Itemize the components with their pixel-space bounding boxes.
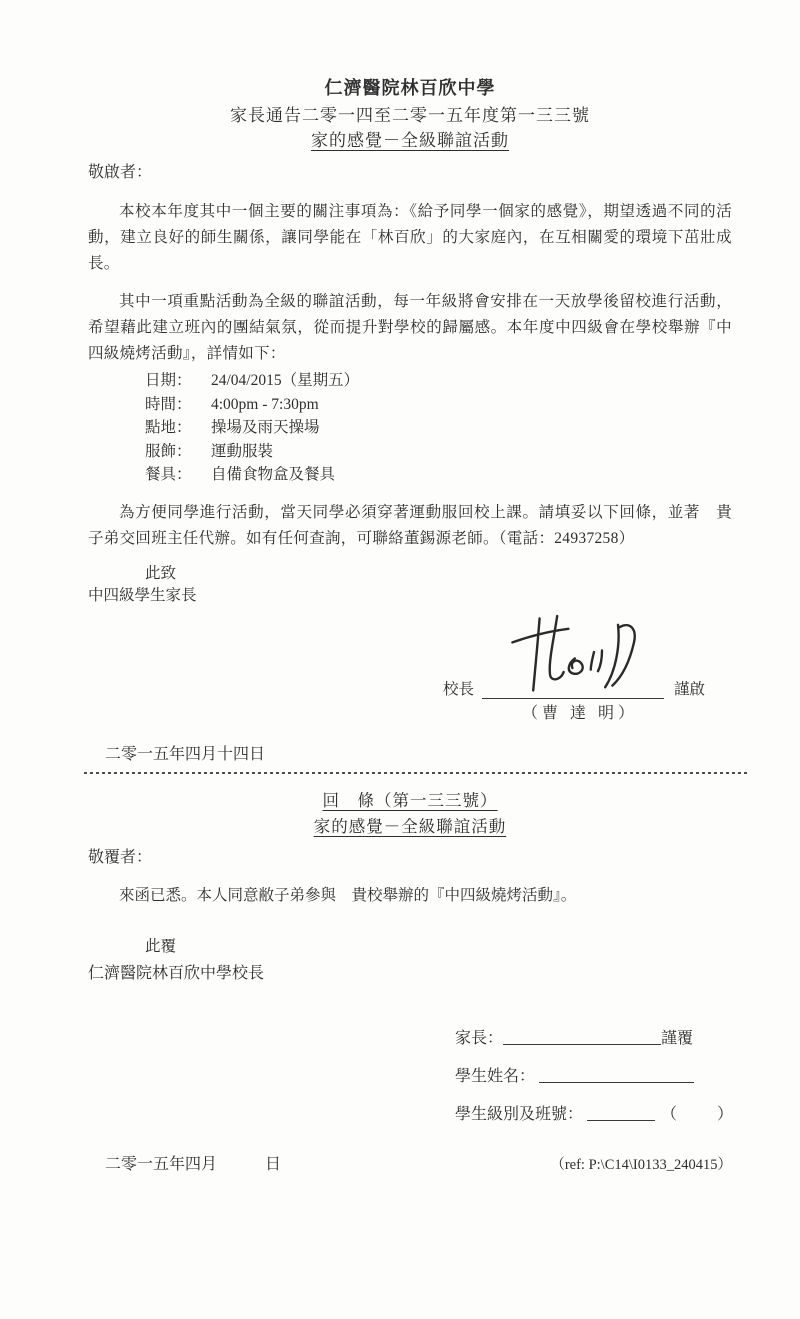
school-name: 仁濟醫院林百欣中學 [324, 78, 496, 98]
detail-row-attire [145, 440, 732, 464]
parent-label: 家長： [455, 1029, 504, 1047]
detail-label: 餐具： [145, 466, 192, 483]
letter-paragraph-2: 其中一項重點活動為全級的聯誼活動，每一年級將會安排在一天放學後留校進行活動，希望藉此建立班內的團結氣氛，從而提升對學校的歸屬感。本年度中四級會在學校舉辦『中四級燒烤活動』，詳情如下： [88, 293, 732, 362]
signer-role-label: 校長 [443, 680, 475, 698]
reply-form-fields [455, 1027, 732, 1127]
letter-recipient: 中四級學生家長 [88, 586, 197, 604]
reply-date-line: 二零一五年四月 日 [105, 1155, 282, 1173]
detail-row-date [145, 369, 732, 393]
detail-label: 服飾： [145, 442, 192, 460]
signature-block [443, 673, 717, 725]
parent-suffix-label: 謹覆 [661, 1029, 694, 1047]
detail-label: 時間： [145, 395, 192, 413]
detail-row-time [145, 393, 732, 417]
student-class-label: 學生級別及班號： [455, 1105, 584, 1123]
detail-value: 4:00pm - 7:30pm [211, 395, 319, 413]
reply-addressee: 仁濟醫院林百欣中學校長 [88, 964, 265, 982]
reply-body-text: 來函已悉。本人同意敝子弟參與 貴校舉辦的『中四級燒烤活動』。 [119, 886, 577, 904]
bottom-row [88, 1154, 732, 1176]
letter-salutation: 敬啟者： [88, 164, 153, 181]
class-bracket-open: （ [661, 1105, 678, 1123]
reply-closing: 此覆 [145, 937, 177, 955]
notice-number-line: 家長通告二零一四至二零一五年度第一三三號 [230, 106, 590, 125]
principal-signature [490, 608, 650, 704]
student-name-field [455, 1065, 732, 1089]
student-class-field [455, 1103, 732, 1127]
student-name-blank[interactable] [539, 1065, 694, 1083]
detail-value: 操場及雨天操場 [211, 419, 320, 436]
detail-value: 24/04/2015（星期五） [211, 372, 360, 389]
parent-signature-blank[interactable] [503, 1027, 661, 1045]
detail-row-venue [145, 416, 732, 440]
signature-row [443, 673, 717, 701]
reply-slip-title: 回 條（第一三三號） [322, 790, 498, 810]
student-name-label: 學生姓名： [455, 1067, 536, 1085]
detail-value: 自備食物盒及餐具 [211, 466, 336, 483]
reply-salutation: 敬覆者： [88, 848, 153, 866]
letter-date: 二零一五年四月十四日 [105, 745, 266, 763]
document-ref: （ref: P:\C14\I0133_240415） [550, 1156, 732, 1173]
detail-value: 運動服裝 [211, 442, 274, 460]
signer-name: （曹 達 明） [521, 704, 638, 722]
reply-slip-subtitle: 家的感覺－全級聯誼活動 [313, 816, 507, 836]
signer-suffix-label: 謹啟 [674, 680, 706, 698]
letter-closing: 此致 [145, 564, 177, 582]
letter-paragraph-1: 本校本年度其中一個主要的關注事項為：《給予同學一個家的感覺》，期望透過不同的活動，建立良好的師生關係，讓同學能在「林百欣」的大家庭內，在互相關愛的環境下茁壯成長。 [88, 203, 732, 272]
class-bracket-close: ） [717, 1105, 734, 1123]
letter-paragraph-3: 為方便同學進行活動，當天同學必須穿著運動服回校上課。請填妥以下回條，並著 貴子弟交回班主任代辦。如有任何查詢，可聯絡董錫源老師。（電話：24937258） [88, 503, 732, 547]
detail-label: 點地： [145, 419, 192, 436]
detail-row-utensils [145, 463, 732, 487]
event-details-list [145, 369, 732, 487]
parent-signature-field [455, 1027, 732, 1051]
signature-line [482, 675, 664, 699]
student-class-blank[interactable] [587, 1103, 655, 1121]
activity-title: 家的感覺－全級聯誼活動 [311, 131, 509, 150]
dashed-cut-line [84, 772, 748, 774]
detail-label: 日期： [145, 372, 192, 389]
